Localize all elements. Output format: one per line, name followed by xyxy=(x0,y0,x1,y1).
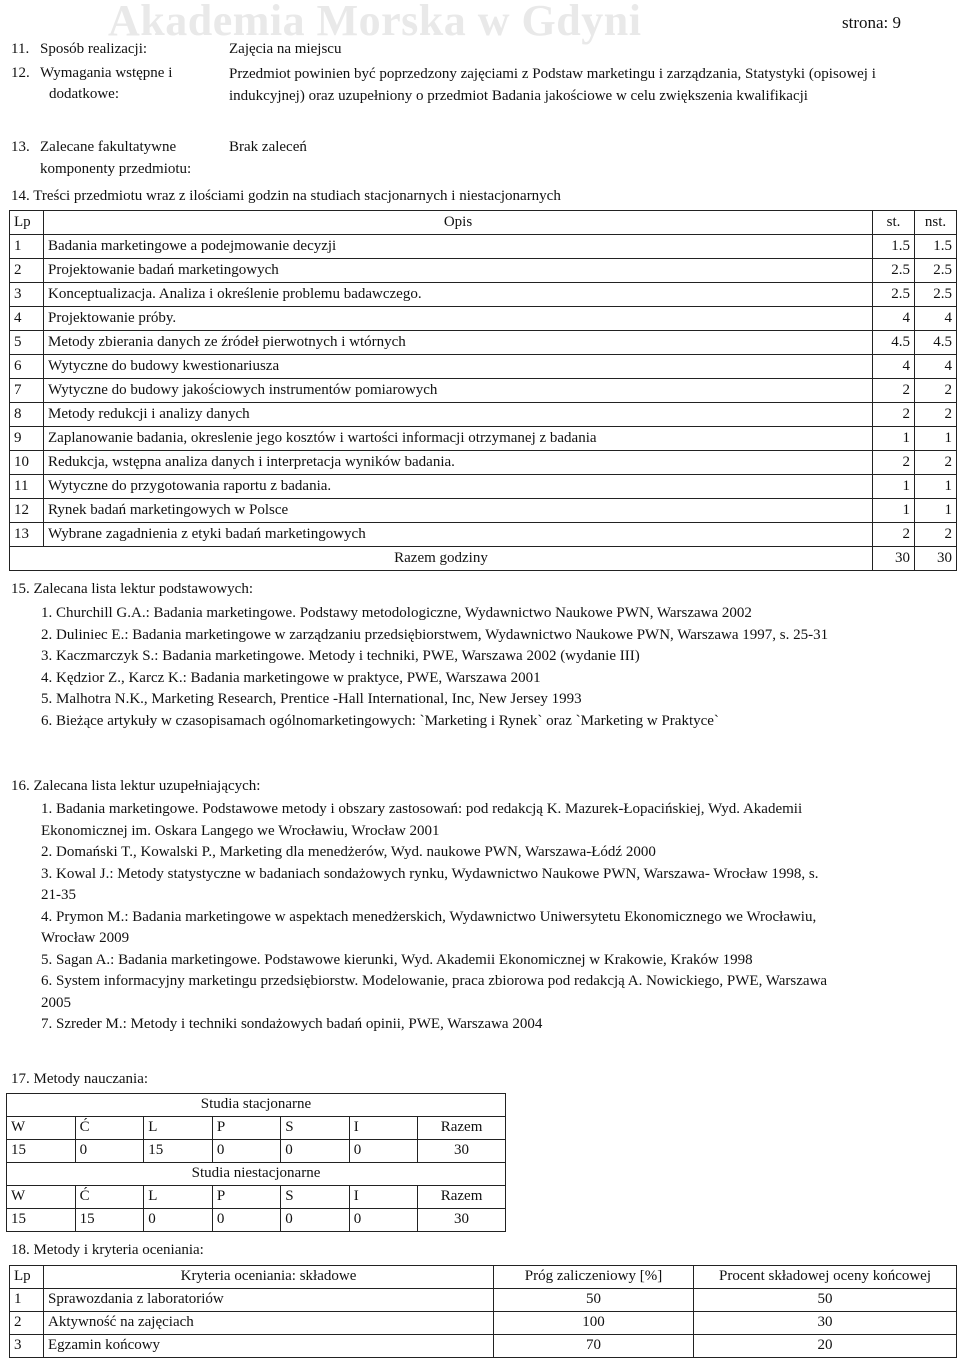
header-cell: L xyxy=(144,1186,213,1209)
row-cell: 1.5 xyxy=(915,235,957,259)
row-description: Projektowanie próby. xyxy=(44,307,873,331)
item-number: 13. xyxy=(11,139,30,155)
reading-item-line: 2. Domański T., Kowalski P., Marketing dla menedżerów, Wyd. naukowe PWN, Warszawa-Łódź 2000 xyxy=(41,844,656,860)
header-cell: nst. xyxy=(915,211,957,235)
section-15-title: 15. Zalecana lista lektur podstawowych: xyxy=(11,581,254,597)
table-row xyxy=(10,523,957,547)
reading-item: 6. Bieżące artykuły w czasopisamach ogólnomarketingowych: `Marketing i Rynek` oraz `Marketing w Praktyce` xyxy=(41,712,719,729)
header-cell: Lp xyxy=(10,1266,44,1289)
reading-item-line: 3. Kowal J.: Metody statystyczne w badaniach sondażowych rynku, Wydawnictwo Naukowe PWN, Warszawa- Wrocław 1998, s. xyxy=(41,865,819,882)
row-cell: 2 xyxy=(915,379,957,403)
row-cell: 2 xyxy=(873,451,915,475)
row-cell: 2.5 xyxy=(873,259,915,283)
value-cell: 15 xyxy=(75,1209,144,1232)
item-label-line1: Zalecane fakultatywne xyxy=(40,139,177,155)
reading-item xyxy=(41,971,827,1014)
table-row xyxy=(10,307,957,331)
table-row xyxy=(10,259,957,283)
item-label-line2: komponenty przedmiotu: xyxy=(40,161,192,177)
reading-item xyxy=(41,864,827,907)
basic-reading-list xyxy=(41,603,828,732)
table-row xyxy=(10,355,957,379)
niestacjonarne-title-row xyxy=(7,1163,506,1186)
reading-item xyxy=(41,842,827,864)
row-cell: 50 xyxy=(494,1289,694,1312)
reading-item-line: Ekonomicznej im. Oskara Langego we Wrocławiu, Wrocław 2001 xyxy=(41,822,440,839)
row-cell: 30 xyxy=(694,1312,957,1335)
row-cell: 4 xyxy=(10,307,44,331)
row-cell: 12 xyxy=(10,499,44,523)
row-cell: 1 xyxy=(10,1289,44,1312)
reading-item-line: 7. Szreder M.: Metody i techniki sondażowych badań opinii, PWE, Warszawa 2004 xyxy=(41,1016,543,1032)
value-cell: 30 xyxy=(418,1209,506,1232)
row-cell: 1 xyxy=(915,427,957,451)
reading-item: 1. Churchill G.A.: Badania marketingowe. Podstawy metodologiczne, Wydawnictwo Naukowe PWN, Warszawa 2002 xyxy=(41,605,752,621)
row-cell: 4.5 xyxy=(873,331,915,355)
table-row xyxy=(10,283,957,307)
total-nst: 30 xyxy=(915,547,957,571)
item-value: Zajęcia na miejscu xyxy=(229,41,342,57)
item-label: Sposób realizacji: xyxy=(40,41,148,57)
reading-item xyxy=(41,950,827,972)
reading-item xyxy=(41,799,827,842)
header-cell: Opis xyxy=(44,211,873,235)
row-description: Wytyczne do budowy jakościowych instrumentów pomiarowych xyxy=(44,379,873,403)
header-cell: Próg zaliczeniowy [%] xyxy=(494,1266,694,1289)
supplementary-reading-list xyxy=(41,799,827,1036)
table-row xyxy=(10,379,957,403)
page-number: strona: 9 xyxy=(842,13,902,32)
row-cell: 2 xyxy=(873,403,915,427)
item-number: 12. xyxy=(11,65,30,81)
row-cell: 13 xyxy=(10,523,44,547)
value-cell: 30 xyxy=(418,1140,506,1163)
header-cell: Kryteria oceniania: składowe xyxy=(44,1266,494,1289)
header-cell: Razem xyxy=(418,1186,506,1209)
row-cell: Sprawozdania z laboratoriów xyxy=(44,1289,494,1312)
reading-item xyxy=(41,907,827,950)
reading-item xyxy=(41,1014,827,1036)
row-cell: 9 xyxy=(10,427,44,451)
row-cell: 1 xyxy=(873,499,915,523)
row-cell: Egzamin końcowy xyxy=(44,1335,494,1358)
item-label-line2: dodatkowe: xyxy=(49,86,119,102)
table-row xyxy=(10,331,957,355)
stacjonarne-title-row xyxy=(7,1094,506,1117)
value-cell: 15 xyxy=(7,1140,76,1163)
reading-item: 3. Kaczmarczyk S.: Badania marketingowe. Metody i techniki, PWE, Warszawa 2002 (wydanie III) xyxy=(41,648,640,664)
row-description: Projektowanie badań marketingowych xyxy=(44,259,873,283)
row-description: Rynek badań marketingowych w Polsce xyxy=(44,499,873,523)
row-cell: 2.5 xyxy=(873,283,915,307)
table-row xyxy=(10,235,957,259)
header-cell: Lp xyxy=(10,211,44,235)
item-number: 11. xyxy=(11,41,30,57)
row-cell: 50 xyxy=(694,1289,957,1312)
reading-item-line: 21-35 xyxy=(41,887,76,903)
row-description: Zaplanowanie badania, okreslenie jego kosztów i wartości informacji otrzymanej z badania xyxy=(44,427,873,451)
reading-item: 4. Kędzior Z., Karcz K.: Badania marketingowe w praktyce, PWE, Warszawa 2001 xyxy=(41,669,541,686)
row-cell: 4 xyxy=(915,355,957,379)
reading-item-line: Wrocław 2009 xyxy=(41,930,130,946)
reading-item: 5. Malhotra N.K., Marketing Research, Prentice -Hall International, Inc, New Jersey 1993 xyxy=(41,691,582,707)
row-cell: 11 xyxy=(10,475,44,499)
row-cell: 70 xyxy=(494,1335,694,1358)
row-description: Redukcja, wstępna analiza danych i interpretacja wyników badania. xyxy=(44,451,873,475)
reading-item-line: 5. Sagan A.: Badania marketingowe. Podstawowe kierunki, Wyd. Akademii Ekonomicznej w Krakowie, Kraków 1998 xyxy=(41,951,753,968)
content-hours-table xyxy=(9,210,957,571)
section-17-title: 17. Metody nauczania: xyxy=(11,1071,149,1087)
row-cell: 1 xyxy=(10,235,44,259)
teaching-methods-table xyxy=(6,1093,506,1232)
header-cell: L xyxy=(144,1117,213,1140)
row-cell: 2 xyxy=(915,403,957,427)
row-cell: 1 xyxy=(915,499,957,523)
row-cell: 5 xyxy=(10,331,44,355)
row-cell: 2 xyxy=(915,523,957,547)
row-cell: 1 xyxy=(915,475,957,499)
total-label: Razem godziny xyxy=(10,547,873,571)
item-value: Brak zaleceń xyxy=(229,139,307,155)
total-row xyxy=(10,547,957,571)
table-row xyxy=(10,499,957,523)
row-description: Wytyczne do budowy kwestionariusza xyxy=(44,355,873,379)
row-cell: 1.5 xyxy=(873,235,915,259)
row-cell: 7 xyxy=(10,379,44,403)
row-cell: 3 xyxy=(10,283,44,307)
row-cell: 2 xyxy=(915,451,957,475)
row-cell: 6 xyxy=(10,355,44,379)
header-cell: st. xyxy=(873,211,915,235)
row-description: Wybrane zagadnienia z etyki badań marketingowych xyxy=(44,523,873,547)
header-cell: P xyxy=(212,1117,280,1140)
reading-item-line: 4. Prymon M.: Badania marketingowe w aspektach menedżerskich, Wydawnictwo Uniwersytetu Ekonomicznego we Wrocławiu, xyxy=(41,908,817,925)
row-description: Badania marketingowe a podejmowanie decyzji xyxy=(44,235,873,259)
row-cell: 3 xyxy=(10,1335,44,1358)
header-cell: I xyxy=(349,1186,417,1209)
row-cell: 4.5 xyxy=(915,331,957,355)
row-cell: 2 xyxy=(873,523,915,547)
row-cell: 4 xyxy=(873,355,915,379)
table-header-row xyxy=(7,1117,506,1140)
row-cell: 2 xyxy=(10,1312,44,1335)
table-row xyxy=(10,475,957,499)
value-cell: 15 xyxy=(144,1140,213,1163)
header-cell: W xyxy=(7,1186,76,1209)
section-14-title: 14. Treści przedmiotu wraz z ilościami godzin na studiach stacjonarnych i niestacjonarnych xyxy=(11,188,561,204)
values-row xyxy=(7,1140,506,1163)
row-cell: 2.5 xyxy=(915,259,957,283)
row-description: Konceptualizacja. Analiza i określenie problemu badawczego. xyxy=(44,283,873,307)
header-cell: Razem xyxy=(418,1117,506,1140)
table-row xyxy=(10,1289,957,1312)
row-cell: 8 xyxy=(10,403,44,427)
header-cell: Ć xyxy=(75,1117,144,1140)
table-header-row xyxy=(10,1266,957,1289)
reading-item: 2. Duliniec E.: Badania marketingowe w zarządzaniu przedsiębiorstwem, Wydawnictwo Naukowe PWN, Warszawa 1997, s. 25-31 xyxy=(41,626,829,643)
value-cell: 0 xyxy=(349,1140,417,1163)
value-cell: 0 xyxy=(281,1209,349,1232)
header-cell: P xyxy=(212,1186,280,1209)
row-cell: 2 xyxy=(873,379,915,403)
table-row xyxy=(10,1312,957,1335)
row-cell: 100 xyxy=(494,1312,694,1335)
header-cell: S xyxy=(281,1186,349,1209)
table-row xyxy=(10,451,957,475)
table-row xyxy=(10,427,957,451)
item-value: Przedmiot powinien być poprzedzony zajęciami z Podstaw marketingu i zarządzania, Statystyki (opisowej i indukcyjnej) oraz uzupełniony o przedmiot Badania jakościowe w celu zwiększenia kwalifikacji xyxy=(229,66,876,104)
row-cell: 2.5 xyxy=(915,283,957,307)
header-cell: Ć xyxy=(75,1186,144,1209)
row-cell: 10 xyxy=(10,451,44,475)
assessment-criteria-table xyxy=(9,1265,957,1358)
section-16-title: 16. Zalecana lista lektur uzupełniających: xyxy=(11,778,261,794)
table-header-row xyxy=(7,1186,506,1209)
value-cell: 15 xyxy=(7,1209,76,1232)
value-cell: 0 xyxy=(212,1209,280,1232)
row-description: Metody redukcji i analizy danych xyxy=(44,403,873,427)
header-cell: S xyxy=(281,1117,349,1140)
row-cell: 4 xyxy=(873,307,915,331)
reading-item-line: 1. Badania marketingowe. Podstawowe metody i obszary zastosowań: pod redakcją K. Mazurek-Łopacińskiej, Wyd. Akademii xyxy=(41,801,803,817)
value-cell: 0 xyxy=(212,1140,280,1163)
row-description: Wytyczne do przygotowania raportu z badania. xyxy=(44,475,873,499)
row-cell: 2 xyxy=(10,259,44,283)
header-cell: W xyxy=(7,1117,76,1140)
header-cell: Procent składowej oceny końcowej xyxy=(694,1266,957,1289)
header-cell: I xyxy=(349,1117,417,1140)
row-cell: 4 xyxy=(915,307,957,331)
table-row xyxy=(10,403,957,427)
value-cell: 0 xyxy=(144,1209,213,1232)
value-cell: 0 xyxy=(349,1209,417,1232)
study-mode-title: Studia stacjonarne xyxy=(7,1094,506,1117)
table-header-row xyxy=(10,211,957,235)
reading-item-line: 2005 xyxy=(41,994,71,1011)
item-label-line1: Wymagania wstępne i xyxy=(40,65,173,81)
reading-item-line: 6. System informacyjny marketingu przedsiębiorstw. Modelowanie, praca zbiorowa pod redakcją A. Nowickiego, PWE, Warszawa xyxy=(41,973,828,989)
watermark-logo-text: Akademia Morska w Gdyni xyxy=(108,0,642,45)
row-cell: 1 xyxy=(873,475,915,499)
study-mode-title: Studia niestacjonarne xyxy=(7,1163,506,1186)
row-cell: Aktywność na zajęciach xyxy=(44,1312,494,1335)
row-description: Metody zbierania danych ze źródeł pierwotnych i wtórnych xyxy=(44,331,873,355)
row-cell: 1 xyxy=(873,427,915,451)
value-cell: 0 xyxy=(281,1140,349,1163)
value-cell: 0 xyxy=(75,1140,144,1163)
values-row xyxy=(7,1209,506,1232)
table-row xyxy=(10,1335,957,1358)
section-18-title: 18. Metody i kryteria oceniania: xyxy=(11,1242,204,1258)
row-cell: 20 xyxy=(694,1335,957,1358)
total-st: 30 xyxy=(873,547,915,571)
